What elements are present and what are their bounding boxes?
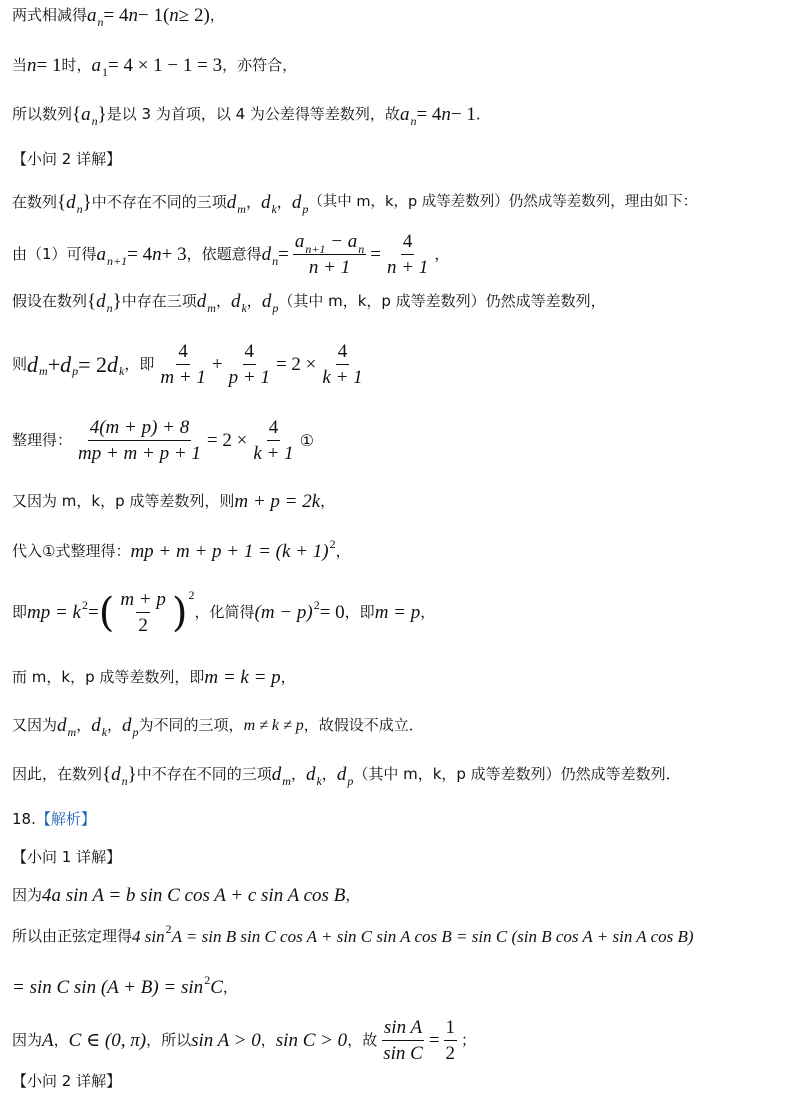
math-var: a (96, 244, 107, 265)
text: ， (246, 292, 262, 310)
heading-text: 【小问 2 详解】 (12, 1072, 122, 1090)
math: m + p = 2k (234, 491, 321, 512)
math: + (211, 354, 223, 375)
text: 所以数列 (12, 105, 73, 123)
text: ， (245, 193, 261, 211)
text: ， (335, 542, 351, 560)
math-var: d (305, 764, 316, 785)
circled-number: ① (299, 430, 314, 450)
math: } (82, 192, 92, 213)
math-sub: p (72, 363, 79, 378)
text: ， (420, 603, 436, 621)
math: m ≠ k ≠ p (243, 716, 304, 734)
math-sup: 2 (313, 597, 320, 612)
math: = sin C sin (A + B) = sin (12, 977, 204, 998)
text: 为不同的三项， (138, 716, 244, 734)
math-sub: k (119, 363, 125, 378)
math: { (102, 764, 112, 785)
math: n + 1 (308, 257, 351, 278)
math: 4 (176, 342, 190, 365)
math-var: a (81, 104, 91, 125)
fraction (227, 342, 272, 387)
text: ，化简得 (194, 603, 255, 621)
math: = 4 (103, 5, 129, 26)
math: 4(m + p) + 8 (88, 418, 192, 441)
text: 即 (12, 603, 28, 621)
math-var: n (27, 55, 37, 76)
section-heading (12, 1074, 121, 1089)
text: ， (280, 668, 296, 686)
paren: ) (171, 589, 188, 636)
text: ，即 (344, 603, 375, 621)
math-var: d (261, 291, 272, 312)
math: k + 1 (322, 367, 363, 388)
math-sub: p (272, 300, 279, 315)
line-2 (12, 55, 298, 79)
line-13 (12, 668, 296, 687)
text: 中不存在不同的三项 (91, 193, 227, 211)
math: sin C (383, 1043, 423, 1064)
text: ， (215, 292, 231, 310)
text: ，亦符合， (222, 56, 298, 74)
line-1 (12, 5, 225, 29)
line-12 (12, 587, 436, 636)
text: ， (222, 978, 238, 996)
math-sub: n (121, 773, 128, 788)
text: 而 m，k，p 成等差数列，即 (12, 668, 205, 686)
math-var: d (27, 351, 39, 377)
text: ， (345, 886, 361, 904)
math: + 3 (161, 244, 187, 265)
text: ，故 (347, 1031, 378, 1049)
math: = (278, 244, 289, 265)
text: 中存在三项 (121, 292, 197, 310)
math: = 2 × (206, 430, 248, 451)
math: } (97, 104, 107, 125)
line-10 (12, 492, 335, 511)
math-sub: k (316, 773, 322, 788)
text: ， (320, 492, 336, 510)
line-6 (12, 232, 449, 277)
math-sub: m (67, 724, 77, 739)
fraction (320, 342, 364, 387)
math-sup: 2 (329, 536, 336, 551)
math-var: d (122, 715, 132, 736)
math-var: d (261, 244, 272, 265)
line-8 (12, 342, 369, 387)
math-var: d (196, 291, 207, 312)
line-21 (12, 1018, 476, 1063)
line-11 (12, 536, 351, 562)
text: ，故假设不成立． (303, 716, 424, 734)
math-var: d (60, 351, 72, 377)
math: 4 (401, 232, 415, 255)
math-var: d (57, 715, 67, 736)
math-var: d (91, 715, 101, 736)
math: mp + m + p + 1 (78, 443, 201, 464)
math-var: d (271, 764, 282, 785)
math-sub: m (39, 363, 48, 378)
text: ， (434, 245, 450, 263)
math-sub: n (97, 14, 104, 29)
text: ，依题意得 (186, 245, 262, 263)
text: ，即 (124, 355, 155, 373)
paren: ( (98, 589, 115, 636)
math-var: d (336, 764, 347, 785)
math: = (370, 244, 381, 265)
heading-text: 【小问 1 详解】 (12, 848, 122, 866)
line-19 (12, 921, 694, 946)
math: m + 1 (160, 367, 206, 388)
math-var: d (260, 192, 271, 213)
math: = 4 (127, 244, 153, 265)
heading-text: 【小问 2 详解】 (12, 150, 122, 168)
math: + (47, 351, 61, 377)
math-sup: 2 (188, 587, 195, 602)
text: 代入①式整理得： (12, 542, 131, 560)
math: m = k = p (204, 667, 281, 688)
math-var: a (399, 104, 410, 125)
math: mp = k (27, 602, 81, 623)
text: （其中 m，k，p 成等差数列）仍然成等差数列． (353, 765, 681, 783)
math: = 1 (36, 55, 62, 76)
math: m = p (374, 602, 421, 623)
problem-number: 18. (12, 810, 36, 828)
math: A = sin B sin C cos A + sin C sin A cos B = sin C (sin B cos A + sin A cos B) (171, 927, 694, 946)
math-sub: n+1 (107, 253, 128, 268)
fraction (293, 232, 366, 277)
math-var: n (152, 244, 162, 265)
text: 是以 3 为首项，以 4 为公差得等差数列，故 (106, 105, 400, 123)
text: 由（1）可得 (12, 245, 97, 263)
math: k + 1 (253, 443, 294, 464)
math-sub: k (271, 201, 277, 216)
math: sin A > 0 (191, 1030, 261, 1051)
text: 又因为 (12, 716, 58, 734)
math-var: d (230, 291, 241, 312)
math: C ∈ (0, π) (68, 1030, 147, 1051)
math-sub: n (76, 201, 83, 216)
line-15 (12, 764, 681, 788)
section-heading (12, 152, 121, 167)
math: C (210, 977, 223, 998)
math-sub: n (106, 300, 113, 315)
math-var: d (107, 351, 119, 377)
math: = 0 (319, 602, 345, 623)
math-sub: p (132, 724, 139, 739)
text: ， (276, 193, 292, 211)
text: ， (76, 716, 92, 734)
math-sup: 2 (204, 972, 211, 987)
math-sub: m (282, 773, 291, 788)
math: 4 (336, 342, 350, 365)
line-3 (12, 104, 491, 128)
line-20 (12, 972, 238, 998)
math-sub: p (302, 201, 309, 216)
line-18 (12, 886, 360, 905)
math: = (88, 602, 99, 623)
math-sub: m (237, 201, 246, 216)
math-var: n (441, 104, 451, 125)
text: 中不存在不同的三项 (136, 765, 272, 783)
text: （其中 m，k，p 成等差数列）仍然成等差数列， (278, 292, 606, 310)
line-14 (12, 715, 424, 739)
math-sub: k (101, 724, 108, 739)
math: } (112, 291, 122, 312)
math: A (42, 1030, 54, 1051)
text: 整理得： (12, 431, 73, 449)
text: 因为 (12, 1031, 43, 1049)
math: (m − p) (254, 602, 313, 623)
fraction (158, 342, 208, 387)
math-var: a (294, 231, 305, 252)
text: 假设在数列 (12, 292, 88, 310)
math-var: n (128, 5, 138, 26)
text: ， (209, 6, 225, 24)
math: 4 (267, 418, 281, 441)
math: n + 1 (386, 257, 429, 278)
math-var: d (111, 764, 121, 785)
text: ， (321, 765, 337, 783)
math: = 2 (78, 351, 108, 377)
math-sup: 2 (82, 597, 88, 612)
math: 4a sin A = b sin C cos A + c sin A cos B (42, 885, 346, 906)
text: ， (290, 765, 306, 783)
math: } (127, 764, 137, 785)
text: 则 (12, 355, 28, 373)
math: ≥ 2) (178, 5, 210, 26)
fraction (76, 418, 203, 463)
fraction (118, 590, 168, 635)
math: m + p (120, 589, 166, 610)
fraction (381, 1018, 425, 1063)
text: ，所以 (146, 1031, 192, 1049)
math: 2 (445, 1043, 456, 1064)
problem-18-header (12, 812, 96, 827)
math: ( (162, 5, 170, 26)
text: ． (475, 105, 491, 123)
math-sub: n+1 (305, 242, 326, 256)
fraction (385, 232, 430, 277)
text: ， (53, 1031, 69, 1049)
math-sub: p (347, 773, 354, 788)
math: − 1 (137, 5, 163, 26)
math-sub: n (358, 242, 365, 256)
line-9 (12, 418, 314, 463)
math-var: n (169, 5, 179, 26)
text: 又因为 m，k，p 成等差数列，则 (12, 492, 235, 510)
math-var: a (87, 5, 97, 26)
math-sub: 1 (102, 64, 108, 79)
section-heading (12, 850, 121, 865)
math-sub: n (91, 113, 98, 128)
fraction (251, 418, 295, 463)
text: （其中 m，k，p 成等差数列）仍然成等差数列，理由如下： (308, 194, 698, 211)
math: 1 (444, 1018, 458, 1041)
analysis-tag: 【解析】 (35, 810, 96, 828)
math: 4 sin (132, 927, 165, 946)
math: = (428, 1030, 440, 1051)
math-sub: n (410, 113, 417, 128)
math-sup: 2 (165, 921, 172, 936)
math-var: d (66, 192, 76, 213)
math: sin C > 0 (275, 1030, 348, 1051)
fraction (444, 1018, 458, 1063)
text: 所以由正弦定理得 (12, 927, 133, 945)
math: 2 (136, 612, 150, 635)
math-var: d (291, 192, 302, 213)
text: 在数列 (12, 193, 58, 211)
math: = 4 (416, 104, 442, 125)
math: − 1 (450, 104, 476, 125)
math: { (87, 291, 97, 312)
text: ， (260, 1031, 276, 1049)
math-sub: k (241, 300, 247, 315)
text: 时， (61, 56, 92, 74)
math: = 2 × (275, 354, 317, 375)
line-7 (12, 291, 606, 315)
math: 4 (243, 342, 257, 365)
math-var: a (91, 55, 101, 76)
text: 因为 (12, 886, 43, 904)
math: − a (325, 231, 358, 252)
text: 因此，在数列 (12, 765, 103, 783)
math: sin A (382, 1018, 424, 1041)
text: 当 (12, 56, 28, 74)
math: p + 1 (228, 367, 270, 388)
math: { (72, 104, 82, 125)
math-var: d (96, 291, 106, 312)
math: { (57, 192, 67, 213)
text: ； (461, 1031, 477, 1049)
math-sub: n (272, 253, 279, 268)
math: = 4 × 1 − 1 = 3 (108, 55, 223, 76)
text: ， (107, 716, 123, 734)
text: 两式相减得 (12, 6, 88, 24)
math: mp + m + p + 1 = (k + 1) (130, 541, 329, 562)
math-sub: m (207, 300, 216, 315)
line-5 (12, 192, 698, 216)
math-var: d (226, 192, 237, 213)
